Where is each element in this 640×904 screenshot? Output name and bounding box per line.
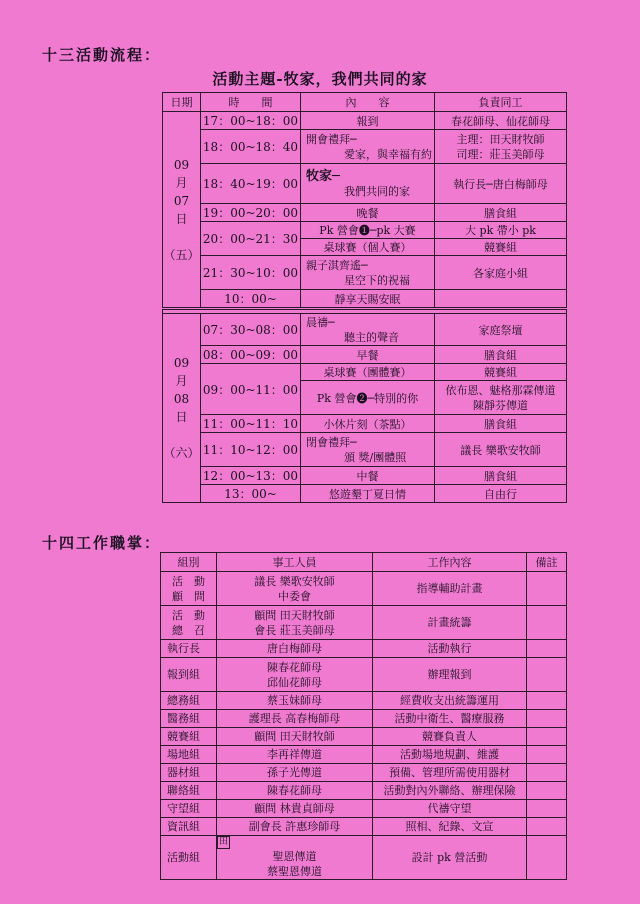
- date-day2: [163, 314, 201, 503]
- content-cell: 活動中衛生、醫療服務: [373, 710, 527, 728]
- staff-cell: 顧問 田天財牧師: [217, 728, 373, 746]
- group-cell: 活動組: [161, 836, 217, 880]
- content-line: 牧家─: [306, 168, 340, 184]
- note-cell: [527, 728, 567, 746]
- time-cell: 09：00~11：00: [201, 364, 301, 415]
- note-cell: [527, 800, 567, 818]
- content-cell: [301, 314, 435, 346]
- header-note: 備註: [527, 553, 567, 572]
- staff-line: 會長 莊玉美師母: [254, 623, 335, 637]
- content-line: 頒 獎/團體照: [344, 450, 407, 464]
- time-cell: 19：00~20：00: [201, 204, 301, 222]
- note-cell: [527, 606, 567, 640]
- content-cell: 競賽負責人: [373, 728, 527, 746]
- staff-line: 議長 樂歌安牧師: [254, 574, 335, 588]
- schedule-title: 活動主題-牧家，我們共同的家: [212, 70, 428, 88]
- content-cell: 設計 pk 營活動: [373, 836, 527, 880]
- content-line: 愛家，與幸福有約: [344, 147, 432, 161]
- note-cell: [527, 640, 567, 658]
- staff-cell: [217, 572, 373, 606]
- staff-cell: [217, 606, 373, 640]
- time-cell: 08：00~09：00: [201, 346, 301, 364]
- time-cell: 18：00~18：40: [201, 130, 301, 164]
- note-cell: [527, 658, 567, 692]
- date-line: 08: [173, 392, 190, 406]
- time-cell: 12：00~13：00: [201, 467, 301, 485]
- time-cell: 07：30~08：00: [201, 314, 301, 346]
- content-line: 晨禱─: [306, 315, 335, 329]
- staff-cell: 唐白梅師母: [217, 640, 373, 658]
- header-time: 時 間: [201, 93, 301, 112]
- content-cell: 指導輔助計畫: [373, 572, 527, 606]
- content-line: 聽主的聲音: [344, 330, 399, 344]
- staff-line: 顧問 田天財牧師: [254, 608, 335, 622]
- content-cell: 計畫統籌: [373, 606, 527, 640]
- content-cell: [301, 164, 435, 204]
- content-line: 我們共同的家: [344, 184, 410, 198]
- content-cell: [301, 130, 435, 164]
- content-cell: 中餐: [301, 467, 435, 485]
- header-staff: 負責同工: [435, 93, 567, 112]
- group-cell: 資訊組: [161, 818, 217, 836]
- date-line: 09: [173, 157, 190, 172]
- content-cell: Pk 營會❷─特別的你: [301, 381, 435, 415]
- section-13-title: 十三活動流程：: [42, 46, 162, 64]
- schedule-table: [162, 92, 567, 503]
- note-cell: [527, 818, 567, 836]
- content-line: 閉會禮拜─: [306, 435, 357, 449]
- group-cell: [161, 572, 217, 606]
- weekday: （五）: [163, 247, 200, 262]
- content-cell: 小休片刻（茶點）: [301, 415, 435, 433]
- group-cell: 競賽組: [161, 728, 217, 746]
- missing-glyph-icon: 田: [218, 837, 228, 847]
- group-cell: 報到組: [161, 658, 217, 692]
- time-cell: 11：00~11：10: [201, 415, 301, 433]
- content-line: 開會禮拜─: [306, 132, 357, 146]
- staff-cell: 顧問 林貴貞師母: [217, 800, 373, 818]
- content-cell: 辦理報到: [373, 658, 527, 692]
- content-cell: 桌球賽（個人賽）: [301, 239, 435, 256]
- date-line: 日: [175, 211, 188, 226]
- time-cell: 20：00~21：30: [201, 222, 301, 256]
- content-cell: [301, 433, 435, 467]
- time-cell: 10：00~: [201, 290, 301, 309]
- staff-line: [217, 836, 372, 864]
- staff-cell: [217, 836, 373, 880]
- group-line: 顧 問: [172, 589, 205, 603]
- content-cell: 報到: [301, 112, 435, 130]
- note-cell: [527, 572, 567, 606]
- staff-cell: [435, 381, 567, 415]
- staff-line: 依布恩、魅格那霖傳道: [445, 383, 556, 397]
- content-line: 星空下的祝福: [344, 273, 410, 287]
- group-cell: 執行長: [161, 640, 217, 658]
- header-staff: 事工人員: [217, 553, 373, 572]
- staff-cell: 議長 樂歌安牧師: [435, 433, 567, 467]
- staff-cell: 各家庭小組: [435, 256, 567, 290]
- staff-line: 中委會: [278, 589, 311, 603]
- section-14-title: 十四工作職掌：: [42, 534, 162, 552]
- staff-cell: 副會長 許惠珍師母: [217, 818, 373, 836]
- staff-cell: 春花師母、仙花師母: [435, 112, 567, 130]
- staff-line: 司理：莊玉美師母: [456, 147, 545, 161]
- staff-cell: 膳食組: [435, 346, 567, 364]
- staff-cell: 膳食組: [435, 415, 567, 433]
- content-cell: 預備、管理所需使用器材: [373, 764, 527, 782]
- content-cell: 活動場地規劃、維護: [373, 746, 527, 764]
- time-cell: 21：30~10：00: [201, 256, 301, 290]
- group-line: 總 召: [172, 623, 205, 637]
- header-content: 內 容: [301, 93, 435, 112]
- staff-line: 陳靜芬傳道: [473, 398, 528, 412]
- staff-cell: 執行長─唐白梅師母: [435, 164, 567, 204]
- content-cell: 桌球賽（團體賽）: [301, 364, 435, 381]
- content-cell: 晚餐: [301, 204, 435, 222]
- time-cell: 11：10~12：00: [201, 433, 301, 467]
- content-line: 親子淇齊遙─: [306, 258, 368, 272]
- staff-cell: [435, 290, 567, 309]
- content-cell: 靜享天賜安眠: [301, 290, 435, 309]
- staff-cell: 護理長 高春梅師母: [217, 710, 373, 728]
- staff-cell: 孫子光傳道: [217, 764, 373, 782]
- content-cell: 代禱守望: [373, 800, 527, 818]
- staff-cell: 競賽組: [435, 239, 567, 256]
- note-cell: [527, 764, 567, 782]
- group-cell: [161, 606, 217, 640]
- staff-line: 主理：田天財牧師: [456, 132, 545, 146]
- group-cell: 場地組: [161, 746, 217, 764]
- content-cell: 照相、紀錄、文宣: [373, 818, 527, 836]
- header-date: 日期: [163, 93, 201, 112]
- staff-cell: 大 pk 帶小 pk: [435, 222, 567, 239]
- group-line: 活 動: [172, 574, 205, 588]
- content-cell: 悠遊墾丁夏日情: [301, 485, 435, 503]
- time-cell: 17：00~18：00: [201, 112, 301, 130]
- note-cell: [527, 836, 567, 880]
- group-line: 活 動: [172, 608, 205, 622]
- content-cell: 活動對內外聯絡、辦理保險: [373, 782, 527, 800]
- staff-cell: 膳食組: [435, 204, 567, 222]
- content-cell: 活動執行: [373, 640, 527, 658]
- staff-cell: 蔡玉妹師母: [217, 692, 373, 710]
- time-cell: 13：00~: [201, 485, 301, 503]
- date-line: 月: [175, 374, 188, 388]
- note-cell: [527, 710, 567, 728]
- group-cell: 聯絡組: [161, 782, 217, 800]
- staff-cell: 競賽組: [435, 364, 567, 381]
- content-cell: [301, 256, 435, 290]
- weekday: （六）: [163, 446, 200, 460]
- staff-cell: [435, 130, 567, 164]
- note-cell: [527, 692, 567, 710]
- note-cell: [527, 782, 567, 800]
- date-line: 日: [175, 410, 188, 424]
- header-content: 工作內容: [373, 553, 527, 572]
- content-cell: 經費收支出統籌運用: [373, 692, 527, 710]
- staff-cell: 李再祥傳道: [217, 746, 373, 764]
- duty-table: [160, 552, 567, 880]
- content-cell: Pk 營會❶─pk 大賽: [301, 222, 435, 239]
- staff-cell: 陳春花師母: [217, 782, 373, 800]
- group-cell: 器材組: [161, 764, 217, 782]
- content-cell: 早餐: [301, 346, 435, 364]
- staff-cell: 膳食組: [435, 467, 567, 485]
- time-cell: 18：40~19：00: [201, 164, 301, 204]
- staff-name: 聖恩傳道: [272, 850, 317, 863]
- staff-line: 邱仙花師母: [267, 675, 322, 689]
- note-cell: [527, 746, 567, 764]
- staff-cell: 家庭祭壇: [435, 314, 567, 346]
- staff-cell: 自由行: [435, 485, 567, 503]
- staff-cell: [217, 658, 373, 692]
- group-cell: 醫務組: [161, 710, 217, 728]
- staff-line: 陳春花師母: [267, 660, 322, 674]
- date-line: 月: [175, 175, 188, 190]
- date-line: 07: [173, 193, 190, 208]
- staff-line: 蔡聖恩傳道: [267, 865, 322, 878]
- header-group: 組別: [161, 553, 217, 572]
- group-cell: 守望組: [161, 800, 217, 818]
- date-day1: [163, 112, 201, 309]
- date-line: 09: [173, 356, 190, 370]
- group-cell: 總務組: [161, 692, 217, 710]
